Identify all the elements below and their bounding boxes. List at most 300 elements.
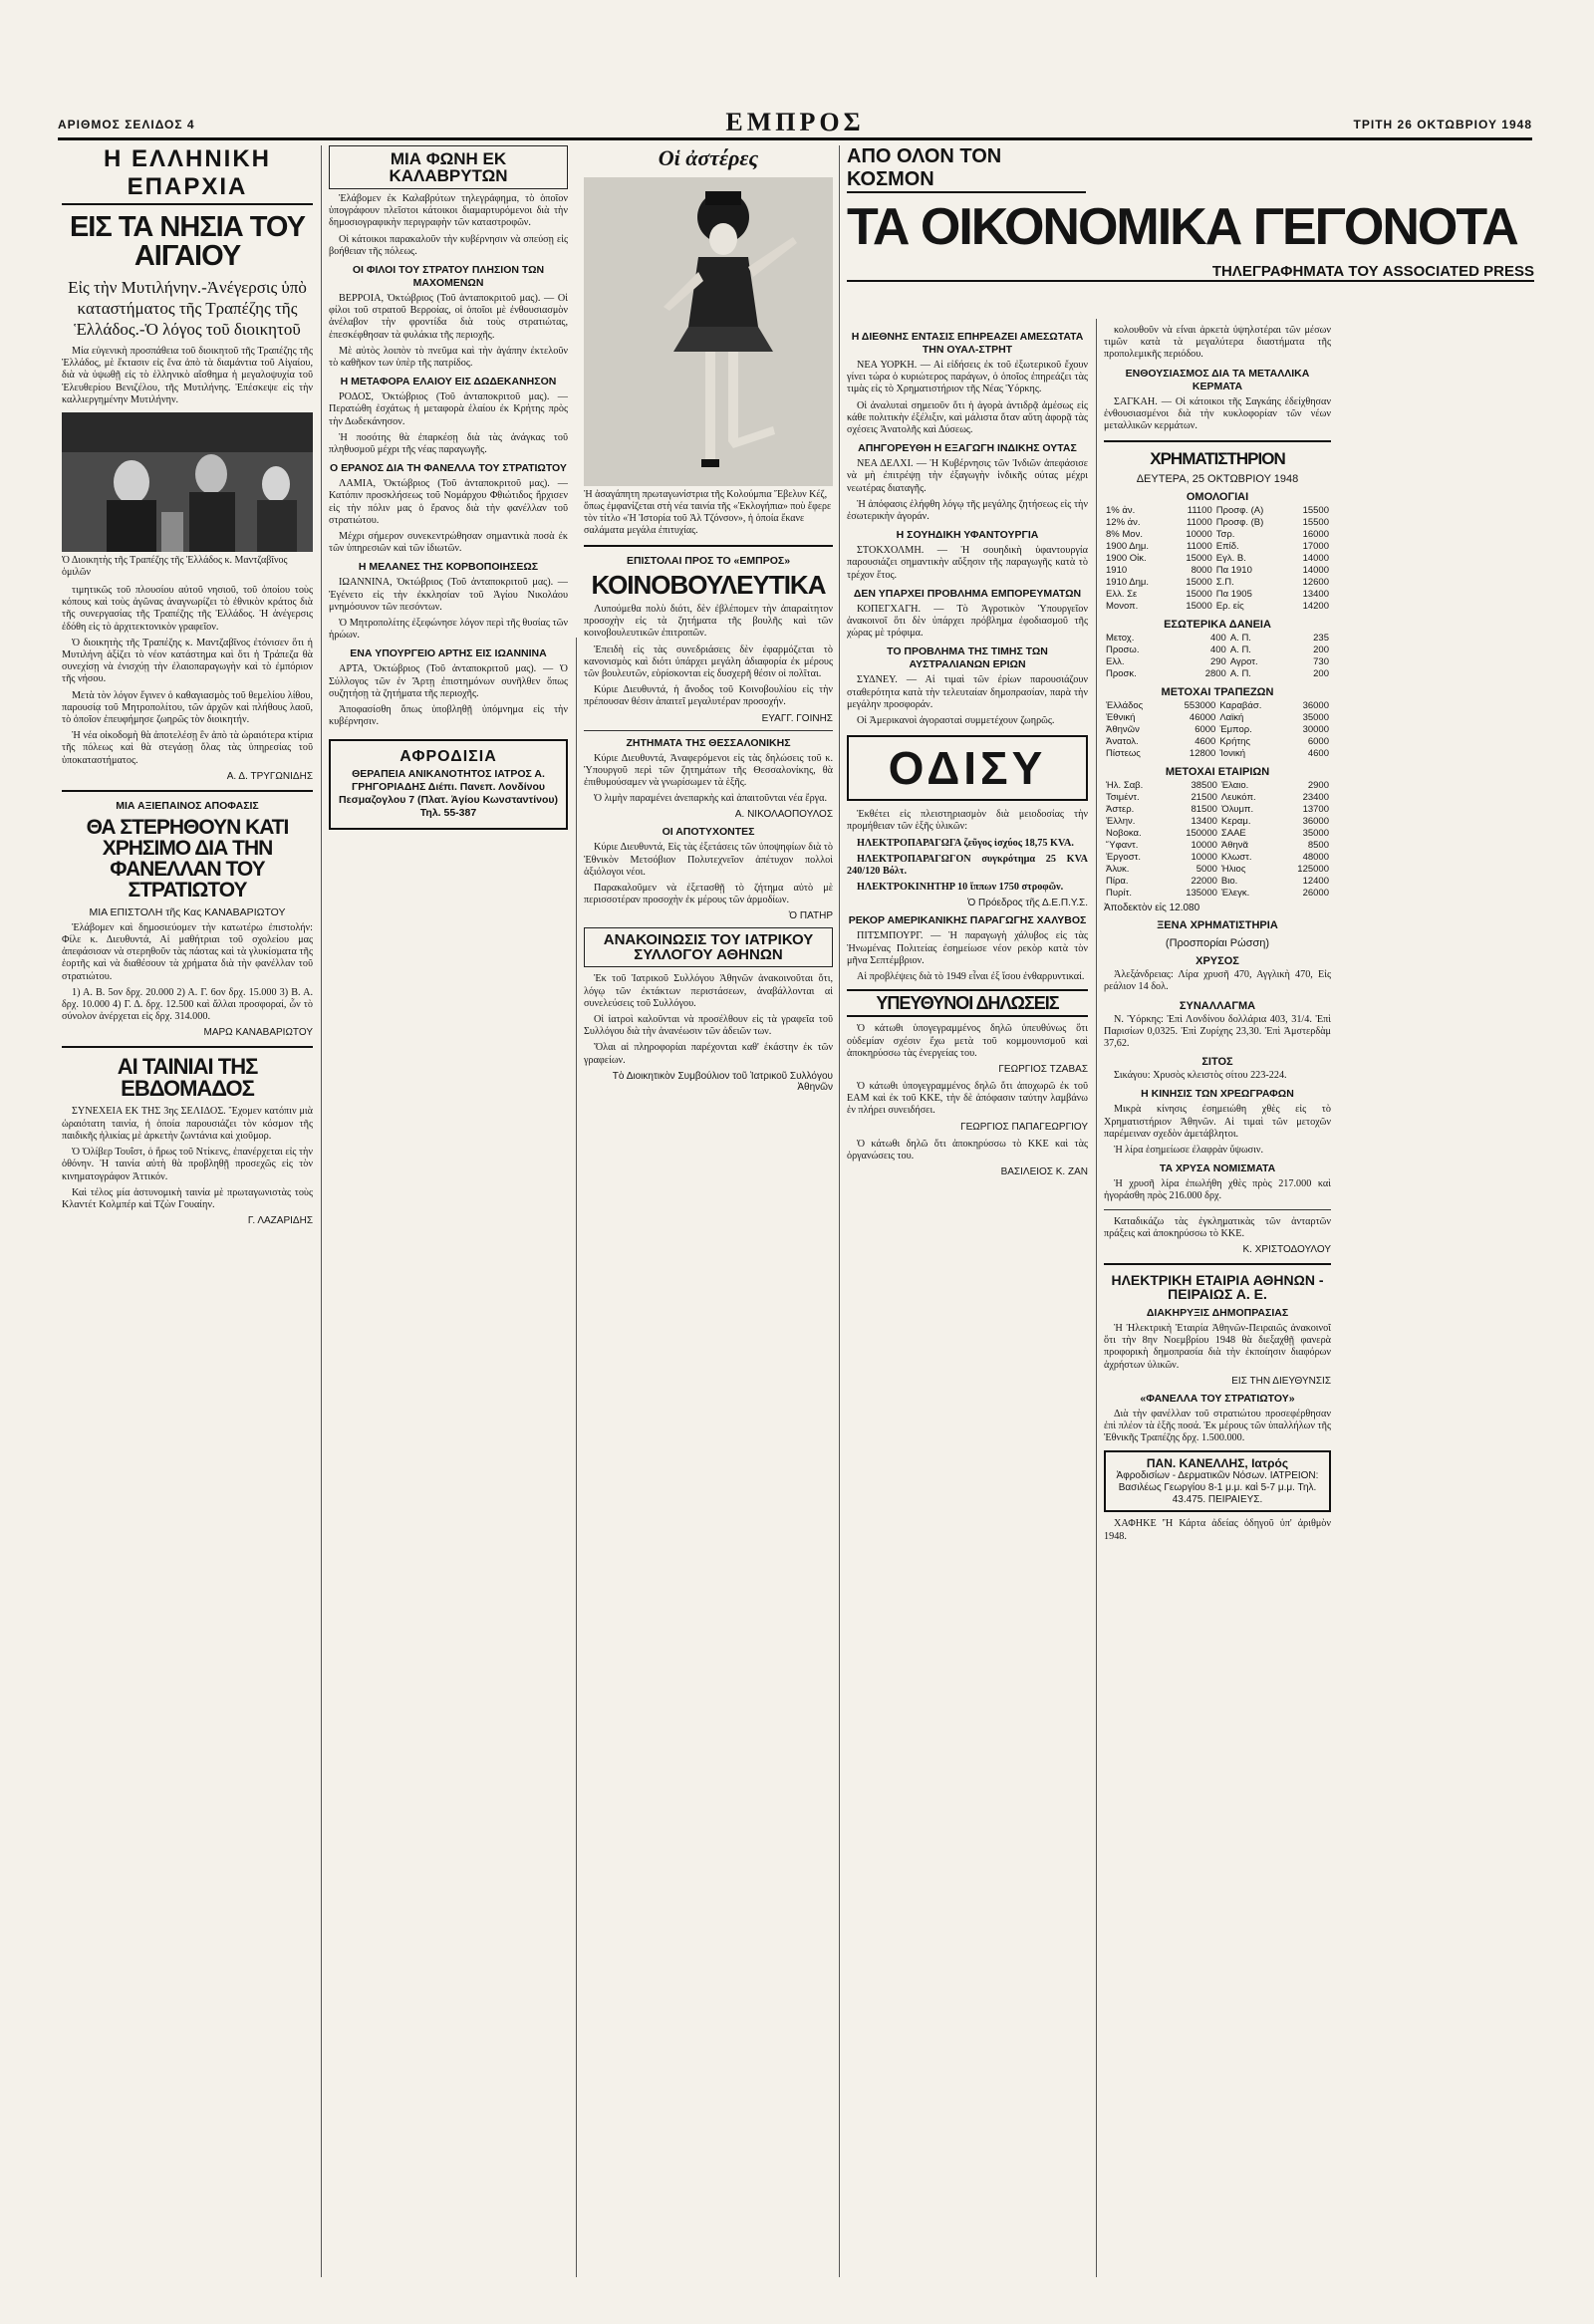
paragraph: Οἱ ἰατροὶ καλοῦνται νὰ προσέλθουν εἰς τὰ γραφεῖα τοῦ Συλλόγου διὰ τὴν ἀνανέωσιν τῶν ἀδειῶν των. — [584, 1014, 833, 1038]
section-title: Η ΕΛΛΗΝΙΚΗ ΕΠΑΡΧΙΑ — [62, 145, 313, 205]
table-title: ΞΕΝΑ ΧΡΗΜΑΤΙΣΤΗΡΙΑ — [1157, 919, 1278, 932]
table-cell: Πυρίτ. — [1106, 888, 1132, 900]
table-cell: 4600 — [1307, 748, 1329, 760]
subheadline: ΟΙ ΑΠΟΤΥΧΟΝΤΕΣ — [662, 826, 755, 839]
table-cell: 135000 — [1186, 888, 1217, 900]
paragraph: ΡΟΔΟΣ, Ὀκτώβριος (Τοῦ ἀνταποκριτοῦ μας). — Περατώθη ἐσχάτως ἡ μεταφορὰ ἐλαίου ἐκ Κρήτης πρὸς τὴν Δωδεκάνησον. — [329, 391, 568, 427]
paragraph: Αἱ προβλέψεις διὰ τὸ 1949 εἶναι ἐξ ἴσου ἐνθαρρυντικαί. — [857, 971, 1085, 983]
headline: ΗΛΕΚΤΡΙΚΗ ΕΤΑΙΡΙΑ ΑΘΗΝΩΝ - ΠΕΙΡΑΙΩΣ Α. Ε. — [1111, 1272, 1324, 1303]
bonds-table — [1104, 505, 1331, 613]
table-cell: 17000 — [1302, 541, 1329, 553]
paragraph: Κύριε Διευθυντά, ἡ ἄνοδος τοῦ Κοινοβουλίου εἰς τὴν πρέπουσαν θέσιν ἀπαιτεῖ μεγαλυτέραν προσοχήν. — [584, 684, 833, 708]
column-1 — [62, 145, 313, 2277]
table-cell: 10000 — [1191, 840, 1217, 852]
table-cell: Προσκ. — [1106, 668, 1137, 680]
table-cell: 15500 — [1302, 505, 1329, 517]
table-cell: Ἐθνική — [1106, 712, 1136, 724]
subheadline: Εἰς τὴν Μυτιλήνην.-Ἀνέγερσις ὑπὸ καταστήματος τῆς Τραπέζης τῆς Ἑλλάδος.-Ὁ λόγος τοῦ διοικητοῦ — [68, 278, 307, 339]
article-lead: Μία εὐγενικὴ προσπάθεια τοῦ διοικητοῦ τῆς Τραπέζης τῆς Ἑλλάδος, μὲ ἔκτασιν εἰς ἕνα ἀπὸ τὰ διαμάντια τοῦ Αἰγαίου, διὰ νὰ ὑψωθῇ εἰς τὸ ἑλληνικὸ αἴσθημα ἡ μεγαλοψυχία τοῦ Ἐλευθερίου Βενιζέλου, τῆς Μυτιλήνης. Ἐπέσκεψε εἰς τὴν καλλιεργημένην Μυτιλήνην. — [62, 346, 313, 405]
paragraph: ΛΑΜΙΑ, Ὀκτώβριος (Τοῦ ἀνταποκριτοῦ μας). — Κατόπιν προσκλήσεως τοῦ Νομάρχου Φθιώτιδος ἤρχισεν εἰς τὴν πόλιν μας ὁ ἔρανος διὰ τὴν φανέλλαν τοῦ στρατιώτου. — [329, 478, 568, 526]
table-cell: 15000 — [1186, 577, 1212, 589]
paragraph: Ἡ ποσότης θὰ ἐπαρκέσῃ διὰ τὰς ἀνάγκας τοῦ πληθυσμοῦ μέχρι τῆς νέας παραγωγῆς. — [329, 431, 568, 456]
author-signature: Τὸ Διοικητικὸν Συμβούλιον τοῦ Ἰατρικοῦ Συλλόγου Ἀθηνῶν — [612, 1070, 833, 1093]
table-cell: Α. Π. — [1229, 633, 1251, 645]
table-cell: Ἠλ. Σαβ. — [1106, 780, 1144, 792]
table-cell: Ἀστερ. — [1106, 804, 1135, 816]
table-cell: Ἀνατολ. — [1106, 736, 1139, 748]
table-cell: 730 — [1313, 656, 1329, 668]
table-cell: 8500 — [1307, 840, 1329, 852]
table-cell: Λευκόπ. — [1220, 792, 1256, 804]
table-row — [1104, 565, 1331, 577]
paragraph: Ἡ ἀπόφασις ἐλήφθη λόγῳ τῆς μεγάλης ζητήσεως εἰς τὴν ἐσωτερικὴν ἀγοράν. — [847, 498, 1088, 523]
paragraph: ΣΑΓΚΑΗ. — Οἱ κάτοικοι τῆς Σαγκάης ἐδείχθησαν ἐνθουσιασμένοι διὰ τὴν κυκλοφορίαν τῶν νέων μεταλλικῶν κερμάτων. — [1104, 395, 1331, 432]
table-cell: 6000 — [1195, 724, 1216, 736]
table-cell: Λαϊκή — [1219, 712, 1244, 724]
table-cell: Ἀλυκ. — [1106, 864, 1130, 876]
section-label: ΕΠΙΣΤΟΛΑΙ ΠΡΟΣ ΤΟ «ΕΜΠΡΟΣ» — [626, 555, 791, 567]
table-cell: 48000 — [1302, 852, 1329, 864]
table-cell: 12% ἀν. — [1106, 517, 1141, 529]
paragraph: Μέχρι σήμερον συνεκεντρώθησαν σημαντικὰ ποσὰ ἐκ τῶν ὑπηρεσιῶν καὶ τῶν ἰδιωτῶν. — [329, 531, 568, 555]
table-cell: 1% ἀν. — [1106, 505, 1136, 517]
column-4 — [847, 325, 1088, 2277]
table-cell: 11000 — [1187, 541, 1212, 553]
table-cell: 38500 — [1191, 780, 1217, 792]
table-row — [1104, 792, 1331, 804]
table-row — [1104, 517, 1331, 529]
subheadline: ΕΝΘΟΥΣΙΑΣΜΟΣ ΔΙΑ ΤΑ ΜΕΤΑΛΛΙΚΑ ΚΕΡΜΑΤΑ — [1125, 367, 1310, 392]
table-cell: 21500 — [1191, 792, 1217, 804]
table-cell: 125000 — [1297, 864, 1329, 876]
table-cell: Εγλ. Β. — [1215, 553, 1246, 565]
byline: ΜΙΑ ΕΠΙΣΤΟΛΗ τῆς Κας ΚΑΝΑΒΑΡΙΩΤΟΥ — [89, 905, 286, 918]
section-title: ΑΠΟ ΟΛΟΝ ΤΟΝ ΚΟΣΜΟΝ — [847, 145, 1086, 193]
table-title: ΣΙΤΟΣ — [1201, 1056, 1233, 1069]
paragraph: Ἐλάβομεν καὶ δημοσιεύομεν τὴν κατωτέρω ἐπιστολήν: Φίλε κ. Διευθυντά, Αἱ μαθήτριαι τοῦ σχολείου μας ἀπεφάσισαν νὰ στερηθοῦν τὰς πάστας καὶ τὰ γλυκίσματα τῆς ἑορτῆς καὶ νὰ διαθέσουν τὰ χρήματα διὰ τὴν φανέλλαν τοῦ στρατιώτου. — [62, 921, 313, 982]
subheadline: ΔΙΑΚΗΡΥΞΙΣ ΔΗΜΟΠΡΑΣΙΑΣ — [1146, 1307, 1289, 1320]
table-cell: Κεραμ. — [1220, 816, 1251, 828]
subheadline: ΤΟ ΠΡΟΒΛΗΜΑ ΤΗΣ ΤΙΜΗΣ ΤΩΝ ΑΥΣΤΡΑΛΙΑΝΩΝ ΕΡΙΩΝ — [887, 646, 1048, 671]
column-2 — [329, 145, 568, 2277]
subheadline: Ο ΕΡΑΝΟΣ ΔΙΑ ΤΗ ΦΑΝΕΛΛΑ ΤΟΥ ΣΤΡΑΤΙΩΤΟΥ — [330, 462, 567, 475]
ad-text: ΘΕΡΑΠΕΙΑ ΑΝΙΚΑΝΟΤΗΤΟΣ ΙΑΤΡΟΣ Α. ΓΡΗΓΟΡΙΑΔΗΣ Διέπι. Πανεπ. Λονδίνου Πεσμαζογλου 7 (Πλατ. Ἁγίου Κωνσταντίνου) Τηλ. 55-387 — [339, 767, 558, 819]
photo-dancer — [584, 177, 833, 486]
author-signature: ΕΥΑΓΓ. ΓΟΙΝΗΣ — [761, 712, 833, 724]
table-cell: 13700 — [1302, 804, 1329, 816]
ad-title: ΟΔΙΣΥ — [888, 742, 1047, 795]
subheadline: ΖΗΤΗΜΑΤΑ ΤΗΣ ΘΕΣΣΑΛΟΝΙΚΗΣ — [626, 736, 791, 749]
author-signature: ΓΕΩΡΓΙΟΣ ΠΑΠΑΓΕΩΡΓΙΟΥ — [960, 1121, 1088, 1133]
headline: ΤΑ ΟΙΚΟΝΟΜΙΚΑ ΓΕΓΟΝΟΤΑ — [847, 198, 1517, 256]
divider — [62, 790, 313, 792]
table-cell: 13400 — [1302, 589, 1329, 601]
table-cell: Σ.Π. — [1215, 577, 1234, 589]
table-title: ΣΥΝΑΛΛΑΓΜΑ — [1179, 999, 1256, 1012]
market-title: ΧΡΗΜΑΤΙΣΤΗΡΙΟΝ — [1150, 449, 1285, 469]
headline: ΚΟΙΝΟΒΟΥΛΕΥΤΙΚΑ — [591, 570, 826, 600]
photo-caption: Ἡ ἀσαγάπητη πρωταγωνίστρια τῆς Κολούμπια Ἔβελυν Κέζ, ὅπως ἐμφανίζεται στὴ νέα ταινία τῆς «Ἐκλογήπια» ποὺ ἔφερε τὸν τίτλο «Ἡ Ἱστορία τοῦ Ἀλ Τζόνσον», ἡ ὁποία ἔκανε σαλάματα μεγάλα ἐπιτυχίας. — [584, 489, 832, 536]
column-rule — [576, 638, 577, 2277]
paragraph: ΣΤΟΚΧΟΛΜΗ. — Ἡ σουηδικὴ ὑφαντουργία παρουσιάζει σημαντικὴν αὔξησιν τῆς παραγωγῆς κατὰ τὸ τρέχον ἔτος. — [847, 545, 1088, 581]
table-row — [1104, 645, 1331, 656]
table-row — [1104, 505, 1331, 517]
table-title: ΜΕΤΟΧΑΙ ΤΡΑΠΕΖΩΝ — [1161, 686, 1274, 699]
author-signature: Α. Δ. ΤΡΥΓΩΝΙΔΗΣ — [226, 770, 313, 782]
table-row — [1104, 541, 1331, 553]
table-cell: 15500 — [1302, 517, 1329, 529]
table-cell: 16000 — [1302, 529, 1329, 541]
subheadline: ΕΝΑ ΥΠΟΥΡΓΕΙΟ ΑΡΤΗΣ ΕΙΣ ΙΩΑΝΝΙΝΑ — [350, 647, 547, 660]
paragraph: ΒΕΡΡΟΙΑ, Ὀκτώβριος (Τοῦ ἀνταποκριτοῦ μας). — Οἱ φίλοι τοῦ στρατοῦ Βερροίας, οἱ ὁποῖοι μὲ ἐνθουσιασμὸν ἀνέλαβον τὴν φροντίδα διὰ τοὺς στρατιώτας, ἐπεσκέφθησαν τὰ φυλάκια τῆς περιοχῆς. — [329, 293, 568, 341]
subheadline: Η ΜΕΛΑΝΕΣ ΤΗΣ ΚΟΡΒΟΠΟΙΗΣΕΩΣ — [358, 561, 539, 574]
table-cell: 400 — [1209, 645, 1226, 656]
ad-title: ΑΦΡΟΔΙΣΙΑ — [399, 747, 497, 765]
paragraph: Ἀλεξάνδρειας: Λίρα χρυσῆ 470, Αγγλικὴ 470, Εἰς ρεάλιον 14 δολ. — [1104, 969, 1331, 993]
table-cell: 1910 Δημ. — [1106, 577, 1149, 589]
column-rule — [1096, 319, 1097, 2277]
table-row — [1104, 780, 1331, 792]
table-cell: 150000 — [1186, 828, 1217, 840]
table-cell: 36000 — [1302, 816, 1329, 828]
section-title: Οἱ ἀστέρες — [658, 145, 759, 170]
paragraph: Ὁ διοικητὴς τῆς Τραπέζης κ. Μαντζαβῖνος ἐτόνισεν ὅτι ἡ Μυτιλήνη ἀξίζει τὸ νέον κατάστημα καὶ ὅτι ἡ Τράπεζα θὰ συνεχίσῃ νὰ ἐνισχύῃ τὴν ἐλαιοπαραγωγὴν καὶ τὸ ἐμπόριον τῆς νήσου. — [62, 637, 313, 685]
table-cell: 35000 — [1302, 828, 1329, 840]
paragraph: Ἐπειδὴ εἰς τὰς συνεδριάσεις δὲν ἐφαρμόζεται τὸ κανονισμὸς καὶ διότι ὑπάρχει μεγάλη ἀδιαφορία ἐκ μέρους τῶν βουλευτῶν, εὑρίσκονται εἰς δυσχερῆ θέσιν οἱ πολῖται. — [584, 644, 833, 680]
subheadline: ΟΙ ΦΙΛΟΙ ΤΟΥ ΣΤΡΑΤΟΥ ΠΛΗΣΙΟΝ ΤΩΝ ΜΑΧΟΜΕΝΩΝ — [352, 264, 545, 290]
paragraph: ΝΕΑ ΥΟΡΚΗ. — Αἱ εἰδήσεις ἐκ τοῦ ἐξωτερικοῦ ἔχουν γίνει τώρα ὁ κυριώτερος παράγων, ὁ ὁποῖος ἐπηρεάζει τὰς τιμὰς εἰς τὸ Χρηματιστήριον τῆς Νέας Ὑόρκης. — [847, 360, 1088, 395]
author-signature: ΓΕΩΡΓΙΟΣ ΤΖΑΒΑΣ — [998, 1063, 1088, 1075]
table-cell: Επίδ. — [1215, 541, 1239, 553]
author-signature: ΒΑΣΙΛΕΙΟΣ Κ. ΖΑΝ — [1000, 1165, 1088, 1177]
table-cell: 14200 — [1302, 601, 1329, 613]
photo-bank-ceremony — [62, 412, 313, 552]
subheadline: Η ΚΙΝΗΣΙΣ ΤΩΝ ΧΡΕΩΓΡΑΦΩΝ — [1141, 1088, 1294, 1101]
table-cell: Ὕφαντ. — [1106, 840, 1139, 852]
paragraph: Ἐλάβομεν ἐκ Καλαβρύτων τηλεγράφημα, τὸ ὁποῖον ὑπογράφουν πλεῖστοι κάτοικοι διαμαρτυρόμενοι διὰ τὴν δημοσιογραφικὴν περιγραφὴν τῶν καταστροφῶν. — [329, 193, 568, 229]
table-cell: 15000 — [1186, 589, 1212, 601]
table-cell: 14000 — [1302, 565, 1329, 577]
table-row — [1104, 553, 1331, 565]
paragraph: Μικρὰ κίνησις ἐσημειώθη χθὲς εἰς τὸ Χρηματιστήριον Ἀθηνῶν. Αἱ τιμαὶ τῶν μετοχῶν παρέμειναν σχεδὸν ἀμετάβλητοι. — [1104, 1104, 1331, 1140]
table-cell: 1910 — [1106, 565, 1128, 577]
author-signature: Κ. ΧΡΙΣΤΟΔΟΥΛΟΥ — [1242, 1244, 1331, 1256]
news-photo — [584, 177, 833, 486]
table-title: ΜΕΤΟΧΑΙ ΕΤΑΙΡΙΩΝ — [1165, 766, 1270, 779]
author-signature: Γ. ΛΑΖΑΡΙΔΗΣ — [247, 1215, 313, 1227]
paragraph: 1) Α. Β. 5ον δρχ. 20.000 2) Α. Γ. 6ον δρχ. 15.000 3) Β. Α. δρχ. 10.000 4) Γ. Δ. δρχ. 12.500 καὶ ἄλλαι προσφοραί, ὧν τὸ σύνολον ἀνέρχεται εἰς δρχ. 314.000. — [62, 986, 313, 1023]
table-cell: Ὀλυμπ. — [1220, 804, 1254, 816]
divider — [62, 1046, 313, 1048]
paragraph: Ὅλαι αἱ πληροφορίαι παρέχονται καθ' ἑκάστην ἐκ τῶν γραφείων. — [584, 1042, 833, 1066]
paragraph: Ἡ χρυσῆ λίρα ἐπωλήθη χθὲς πρὸς 217.000 καὶ ἠγοράσθη πρὸς 216.000 δρχ. — [1104, 1178, 1331, 1202]
news-photo — [62, 412, 313, 552]
paragraph: ΚΟΠΕΓΧΑΓΗ. — Τὸ Ἀγροτικὸν Ὑπουργεῖον ἀνακοινοῖ ὅτι δὲν ὑπάρχει πρόβλημα ἐφοδιασμοῦ τῆς χώρας μὲ τρόφιμα. — [847, 603, 1088, 640]
table-title: ΟΜΟΛΟΓΙΑΙ — [1186, 491, 1249, 504]
table-row — [1104, 601, 1331, 613]
page-number: ΑΡΙΘΜΟΣ ΣΕΛΙΔΟΣ 4 — [58, 118, 195, 131]
headline: ΘΑ ΣΤΕΡΗΘΟΥΝ ΚΑΤΙ ΧΡΗΣΙΜΟ ΔΙΑ ΤΗΝ ΦΑΝΕΛΛΑΝ ΤΟΥ ΣΤΡΑΤΙΩΤΟΥ — [86, 815, 289, 902]
paragraph: Διὰ τὴν φανέλλαν τοῦ στρατιώτου προσεφέρθησαν ἐπὶ πλέον τὰ ἑξῆς ποσά. Ἐκ μέρους τῶν ὑπαλλήλων τῆς Ἐθνικῆς Τραπέζης δρχ. 1.500.000. — [1104, 1408, 1331, 1444]
section-label: ΜΙΑ ΑΞΙΕΠΑΙΝΟΣ ΑΠΟΦΑΣΙΣ — [116, 799, 259, 812]
paragraph: ΣΥΔΝΕΥ. — Αἱ τιμαὶ τῶν ἐρίων παρουσιάζουν σταθερότητα κατὰ τὴν τελευταίαν δημοπρασίαν, παρὰ τὴν μεγάλην προσφοράν. — [847, 674, 1088, 710]
paragraph: ΗΛΕΚΤΡΟΚΙΝΗΤΗΡ 10 ἵππων 1750 στροφῶν. — [857, 882, 1064, 894]
column-3 — [584, 145, 833, 2277]
table-cell: Ἐργοστ. — [1106, 852, 1141, 864]
paragraph: ΗΛΕΚΤΡΟΠΑΡΑΓΩΓΟΝ συγκρότημα 25 ΚVA 240/120 Βόλτ. — [847, 853, 1088, 878]
market-date: ΔΕΥΤΕΡΑ, 25 ΟΚΤΩΒΡΙΟΥ 1948 — [1136, 473, 1299, 486]
table-cell: Ἐλεγκ. — [1220, 888, 1250, 900]
table-cell: 553000 — [1184, 700, 1216, 712]
subheadline: Η ΔΙΕΘΝΗΣ ΕΝΤΑΣΙΣ ΕΠΗΡΕΑΖΕΙ ΑΜΕΣΩΤΑΤΑ ΤΗΝ ΟΥΑΛ-ΣΤΡΗΤ — [851, 331, 1084, 356]
table-row — [1104, 712, 1331, 724]
author-signature: ΕΙΣ ΤΗΝ ΔΙΕΥΘΥΝΣΙΣ — [1231, 1375, 1331, 1387]
table-row — [1104, 633, 1331, 645]
table-cell: 1900 Δημ. — [1106, 541, 1149, 553]
table-cell: Πα 1910 — [1215, 565, 1252, 577]
paragraph: ΗΛΕΚΤΡΟΠΑΡΑΓΩΓΑ ζεῦγος ἰσχύος 18,75 ΚVA. — [857, 837, 1074, 849]
table-cell: Ἐμπορ. — [1219, 724, 1252, 736]
table-cell: Ἰονική — [1219, 748, 1246, 760]
paragraph: τιμητικῶς τοῦ πλουσίου αὐτοῦ νησιοῦ, τοῦ ὁποίου τοὺς κόπους καὶ τοὺς ἀγῶνας ἀναγνωρίζει τὸ ἐθνικὸν κράτος διὰ τῆς συνεργασίας τῆς Τραπέζης τῆς Ἑλλάδος. Ἡ ἀνέγερσις ἐδόθη εἰς τὸ ἀρχιτεκτονικὸν γραφεῖον. — [62, 585, 313, 633]
table-cell: 12600 — [1302, 577, 1329, 589]
table-cell: 2800 — [1204, 668, 1226, 680]
table-row — [1104, 668, 1331, 680]
headline-box — [584, 927, 833, 967]
table-row — [1104, 724, 1331, 736]
table-cell: Προσω. — [1106, 645, 1140, 656]
paragraph: Ὁ κάτωθι ὑπογεγραμμένος δηλῶ ὑπευθύνως ὅτι οὐδεμίαν σχέσιν ἔχω μετὰ τοῦ κομμουνισμοῦ καὶ ἀποκηρύσσω τὰς ἐνεργείας του. — [847, 1023, 1088, 1059]
table-cell: 35000 — [1302, 712, 1329, 724]
table-cell: Βιο. — [1220, 876, 1238, 888]
divider — [584, 730, 833, 731]
paragraph: Σικάγου: Χρυσὸς κλειστὸς σίτου 223-224. — [1114, 1070, 1287, 1082]
table-cell: Ελλ. — [1106, 656, 1125, 668]
table-cell: Πα 1905 — [1215, 589, 1252, 601]
table-cell: ΣΑΑΕ — [1220, 828, 1246, 840]
economic-header — [847, 145, 1534, 321]
paragraph: Καὶ τέλος μία ἀστυνομικὴ ταινία μὲ πρωταγωνιστὰς τοὺς Κλαντέτ Κολμπέρ καὶ Τζὼν Γουαίην. — [62, 1186, 313, 1210]
table-cell: Πίρα. — [1106, 876, 1129, 888]
table-cell: 4600 — [1195, 736, 1216, 748]
table-cell: Ἐλαιο. — [1220, 780, 1249, 792]
paragraph: ΝΕΑ ΔΕΛΧΙ. — Ἡ Κυβέρνησις τῶν Ἰνδιῶν ἀπεφάσισε νὰ μὴ ἐπιτρέψῃ τὴν ἐξαγωγὴν ἱνδικῆς ούτας μέχρι νεωτέρας διαταγῆς. — [847, 458, 1088, 494]
paragraph: Ὁ κάτωθι ὑπογεγραμμένος δηλῶ ὅτι ἀποχωρῶ ἐκ τοῦ ΕΑΜ καὶ ἐκ τοῦ ΚΚΕ, τὴν δὲ ἀπόφασιν ταύτην λαμβάνω ἐν πλήρει συνειδήσει. — [847, 1080, 1088, 1117]
table-cell: Καραβάσ. — [1219, 700, 1262, 712]
table-total: Ἀποδεκτὸν εἰς 12.080 — [1104, 903, 1200, 914]
paragraph: Ὁ λιμὴν παραμένει ἀνεπαρκὴς καὶ ἀπαιτοῦνται νέα ἔργα. — [594, 793, 828, 805]
paragraph: Παρακαλοῦμεν νὰ ἐξετασθῇ τὸ ζήτημα αὐτὸ μὲ περισσοτέραν προσοχὴν ἐκ μέρους τῶν ἁρμοδίων. — [584, 883, 833, 906]
table-row — [1104, 864, 1331, 876]
table-cell: 15000 — [1186, 553, 1212, 565]
ad-text: Ἀφροδισίων - Δερματικῶν Νόσων. ΙΑΤΡΕΙΟΝ: Βασιλέως Γεωργίου 8-1 μ.μ. καὶ 5-7 μ.μ. Τηλ. 43.475. ΠΕΙΡΑΙΕΥΣ. — [1116, 1470, 1319, 1506]
table-row — [1104, 577, 1331, 589]
paragraph: ΠΙΤΣΜΠΟΥΡΓ. — Ἡ παραγωγὴ χάλυβος εἰς τὰς Ἡνωμένας Πολιτείας ἐσημείωσε νέον ρεκὸρ κατὰ τὸν μῆνα Σεπτέμβριον. — [847, 930, 1088, 966]
table-cell: Πίστεως — [1106, 748, 1141, 760]
table-cell: Κρήτης — [1219, 736, 1250, 748]
paragraph: Μὲ αὐτὸς λοιπὸν τὸ πνεῦμα καὶ τὴν ἀγάπην ἐκτελοῦν τὸ καθῆκον των ὑπὲρ τῆς πατρίδος. — [329, 345, 568, 370]
paragraph: Καταδικάζω τὰς ἐγκληματικὰς τῶν ἀνταρτῶν πράξεις καὶ ἀποκηρύσσω τὸ ΚΚΕ. — [1104, 1215, 1331, 1239]
paragraph: Οἱ Ἀμερικανοὶ ἀγορασταὶ συμμετέχουν ζωηρῶς. — [857, 715, 1055, 727]
column-5 — [1104, 325, 1331, 2277]
table-cell: 10000 — [1191, 852, 1217, 864]
table-cell: Αγροτ. — [1229, 656, 1258, 668]
table-cell: Προσφ. (Α) — [1215, 505, 1264, 517]
paragraph: Ἐκ τοῦ Ἰατρικοῦ Συλλόγου Ἀθηνῶν ἀνακοινοῦται ὅτι, λόγῳ τῶν ἐκτάκτων περιστάσεων, ἀναβάλλονται αἱ συνελεύσεις τοῦ Συλλόγου. — [584, 973, 833, 1009]
table-cell: 400 — [1209, 633, 1226, 645]
masthead-rule — [58, 137, 1532, 140]
paragraph: κολουθοῦν νὰ εἶναι ἀρκετὰ ὑψηλοτέραι τῶν μέσων τιμῶν κατὰ τὰ μεγαλύτερα διαστήματα τῆς προπολεμικῆς περιόδου. — [1104, 325, 1331, 361]
wire-source: ΤΗΛΕΓΡΑΦΗΜΑΤΑ ΤΟΥ ASSOCIATED PRESS — [847, 263, 1534, 282]
table-cell: 23400 — [1302, 792, 1329, 804]
table-cell: 11000 — [1187, 517, 1212, 529]
table-cell: 290 — [1209, 656, 1226, 668]
table-cell: Ελλ. Σε — [1106, 589, 1138, 601]
table-row — [1104, 589, 1331, 601]
table-cell: 46000 — [1189, 712, 1216, 724]
table-cell: Α. Π. — [1229, 668, 1251, 680]
photo-caption: Ὁ Διοικητὴς τῆς Τραπέζης τῆς Ἑλλάδος κ. Μαντζαβῖνος ὁμιλῶν — [62, 555, 288, 579]
column-rule — [839, 145, 840, 2277]
table-row — [1104, 816, 1331, 828]
table-row — [1104, 840, 1331, 852]
table-cell: 12800 — [1189, 748, 1216, 760]
headline: ΑΙ ΤΑΙΝΙΑΙ ΤΗΣ ΕΒΔΟΜΑΔΟΣ — [117, 1054, 258, 1102]
table-cell: 8% Μον. — [1106, 529, 1143, 541]
table-cell: 22000 — [1191, 876, 1217, 888]
table-cell: 15000 — [1186, 601, 1212, 613]
medical-advertisement — [329, 739, 568, 830]
subheadline: ΤΑ ΧΡΥΣΑ ΝΟΜΙΣΜΑΤΑ — [1159, 1162, 1276, 1175]
table-row — [1104, 888, 1331, 900]
paragraph: Οἱ ἀναλυταὶ σημειοῦν ὅτι ἡ ἀγορὰ ἀντιδρᾷ ἀμέσως εἰς κάθε πολιτικὴν ἐξέλιξιν, καὶ μάλιστα ὅταν αὕτη ἀφορᾷ τὰς σχέσεις Ἀνατολῆς καὶ Δύσεως. — [847, 399, 1088, 436]
paragraph: Ν. Ὑόρκης: Ἐπὶ Λονδίνου δολλάρια 403, 31/4. Ἐπὶ Παρισίων 0,0325. Ἐπὶ Ζυρίχης 23,30. Ἐπὶ Ἀμστερδὰμ 37,62. — [1104, 1013, 1331, 1050]
masthead — [58, 108, 1532, 135]
paragraph: Μετὰ τὸν λόγον ἔγινεν ὁ καθαγιασμὸς τοῦ θεμελίου λίθου, παρουσίᾳ τοῦ Μητροπολίτου, τῶν ἀρχῶν καὶ πλήθους λαοῦ, τὸ ὁποῖον ἐπευφήμησε ζωηρῶς τὸν διοικητήν. — [62, 689, 313, 726]
table-cell: 5000 — [1196, 864, 1217, 876]
table-cell: 10000 — [1186, 529, 1212, 541]
odisy-advertisement — [847, 735, 1088, 801]
table-cell: Ερ. εἰς — [1215, 601, 1244, 613]
headline: ΜΙΑ ΦΩΝΗ ΕΚ ΚΑΛΑΒΡΥΤΩΝ — [389, 149, 508, 185]
paragraph: Ὁ κάτωθι δηλῶ ὅτι ἀποκηρύσσω τὸ ΚΚΕ καὶ τὰς ὀργανώσεις του. — [847, 1138, 1088, 1162]
headline: ΥΠΕΥΘΥΝΟΙ ΔΗΛΩΣΕΙΣ — [847, 989, 1088, 1017]
paragraph: ΣΥΝΕΧΕΙΑ ΕΚ ΤΗΣ 3ης ΣΕΛΙΔΟΣ. Ἔχομεν κατόπιν μιὰ ὡραιότατη ταινία, ἡ ὁποία παρουσιάζει τὸν κόσμον τῆς παιδικῆς ἡλικίας μὲ ἀρκετὴν ζωντάνια καὶ χιοῦμορ. — [62, 1106, 313, 1142]
table-row — [1104, 700, 1331, 712]
table-row — [1104, 529, 1331, 541]
table-cell: 235 — [1313, 633, 1329, 645]
headline-box — [329, 145, 568, 189]
table-cell: 14000 — [1302, 553, 1329, 565]
divider — [1104, 1263, 1331, 1265]
table-cell: 26000 — [1302, 888, 1329, 900]
table-row — [1104, 656, 1331, 668]
paragraph: Οἱ κάτοικοι παρακαλοῦν τὴν κυβέρνησιν νὰ σπεύσῃ εἰς βοήθειαν τῆς πόλεως. — [329, 233, 568, 257]
table-cell: 1900 Οἰκ. — [1106, 553, 1147, 565]
paragraph: Ἐκθέτει εἰς πλειστηριασμὸν διὰ μειοδοσίας τὴν προμήθειαν τῶν ἑξῆς ὑλικῶν: — [847, 809, 1088, 833]
table-subtitle: (Προσπορίαι Ρώσση) — [1165, 937, 1270, 950]
bank-shares-table — [1104, 700, 1331, 760]
subheadline: Η ΜΕΤΑΦΟΡΑ ΕΛΑΙΟΥ ΕΙΣ ΔΩΔΕΚΑΝΗΣΟΝ — [340, 376, 557, 388]
paragraph: ΑΡΤΑ, Ὀκτώβριος (Τοῦ ἀνταποκριτοῦ μας). — Ὁ Σύλλογος τῶν ἐν Ἄρτῃ ἐπιστημόνων συνῆλθεν ὅπως συζητήσῃ τὰ ζητήματα τῆς περιοχῆς. — [329, 663, 568, 699]
table-cell: Τσιμέντ. — [1106, 792, 1140, 804]
subheadline: Η ΣΟΥΗΔΙΚΗ ΥΦΑΝΤΟΥΡΓΙΑ — [896, 529, 1039, 542]
divider — [1104, 440, 1331, 442]
table-row — [1104, 852, 1331, 864]
table-cell: Ἡλιος — [1220, 864, 1246, 876]
divider — [584, 545, 833, 547]
table-row — [1104, 736, 1331, 748]
table-cell: Ἐλλην. — [1106, 816, 1136, 828]
table-cell: Ἀθηνῶν — [1106, 724, 1140, 736]
author-signature: Α. ΝΙΚΟΛΑΟΠΟΥΛΟΣ — [734, 809, 833, 821]
table-cell: Προσφ. (Β) — [1215, 517, 1264, 529]
table-cell: Ἀθηνᾶ — [1220, 840, 1249, 852]
table-cell: 11100 — [1187, 505, 1212, 517]
divider — [1104, 1209, 1331, 1210]
paragraph: Λυπούμεθα πολὺ διότι, δὲν ἐβλέπομεν τὴν ἀπαραίτητον προσοχὴν εἰς τὰ ζητήματα τῆς βουλῆς καὶ τῶν κοινοβουλευτικῶν ἐπιτροπῶν. — [584, 604, 833, 640]
paragraph: Ἡ νέα οἰκοδομὴ θὰ ἀποτελέσῃ ἓν ἀπὸ τὰ ὡραιότερα κτίρια τῆς πόλεως καὶ θὰ στεγάσῃ ὅλας τὰς ὑπηρεσίας τοῦ ὑποκαταστήματος. — [62, 730, 313, 766]
doctor-advertisement — [1104, 1450, 1331, 1512]
subheadline: «ΦΑΝΕΛΛΑ ΤΟΥ ΣΤΡΑΤΙΩΤΟΥ» — [1140, 1392, 1295, 1405]
headline: ΑΝΑΚΟΙΝΩΣΙΣ ΤΟΥ ΙΑΤΡΙΚΟΥ ΣΥΛΛΟΓΟΥ ΑΘΗΝΩΝ — [603, 931, 814, 964]
table-cell: 12400 — [1302, 876, 1329, 888]
paragraph: Κύριε Διευθυντά, Εἰς τὰς ἐξετάσεις τῶν ὑποψηφίων διὰ τὸ Ἐθνικὸν Μετσόβιον Πολυτεχνεῖον ἀπέτυχον πολλοὶ ἀξιόλογοι νέοι. — [584, 842, 833, 878]
table-title: ΕΣΩΤΕΡΙΚΑ ΔΑΝΕΙΑ — [1164, 619, 1271, 632]
newspaper-title: ΕΜΠΡΟΣ — [725, 108, 865, 136]
ad-title: ΠΑΝ. ΚΑΝΕΛΛΗΣ, Ιατρός — [1146, 1456, 1289, 1471]
subheadline: ΑΠΗΓΟΡΕΥΘΗ Η ΕΞΑΓΩΓΗ ΙΝΔΙΚΗΣ ΟΥΤΑΣ — [858, 442, 1077, 455]
paragraph: Κύριε Διευθυντά, Ἀναφερόμενοι εἰς τὰς δηλώσεις τοῦ κ. Ὑπουργοῦ περὶ τῶν ζητημάτων τῆς Θεσσαλονίκης, θὰ ἐπιθυμούσαμεν νὰ γνωρίσωμεν τὰ ἑξῆς. — [584, 752, 833, 789]
paragraph: ΧΑΦΗΚΕ 'Ἡ Κάρτα ἀδείας ὁδηγοῦ ὑπ' ἀριθμὸν 1948. — [1104, 1518, 1331, 1542]
table-cell: Μετοχ. — [1106, 633, 1135, 645]
table-cell: Κλωστ. — [1220, 852, 1252, 864]
headline: ΕΙΣ ΤΑ ΝΗΣΙΑ ΤΟΥ ΑΙΓΑΙΟΥ — [69, 211, 306, 272]
author-signature: ΜΑΡΩ ΚΑΝΑΒΑΡΙΩΤΟΥ — [203, 1027, 313, 1039]
table-row — [1104, 748, 1331, 760]
table-row — [1104, 828, 1331, 840]
author-signature: Ὁ ΠΑΤΗΡ — [788, 910, 833, 922]
table-cell: 2900 — [1307, 780, 1329, 792]
issue-date: ΤΡΙΤΗ 26 ΟΚΤΩΒΡΙΟΥ 1948 — [1353, 118, 1532, 131]
table-row — [1104, 876, 1331, 888]
paragraph: ΙΩΑΝΝΙΝΑ, Ὀκτώβριος (Τοῦ ἀνταποκριτοῦ μας). — Ἐγένετο εἰς τὴν ἐκκλησίαν τοῦ Ἁγίου Νικολάου μνημόσυνον τῶν πεσόντων. — [329, 577, 568, 613]
table-row — [1104, 804, 1331, 816]
table-cell: 36000 — [1302, 700, 1329, 712]
author-signature: Ὁ Πρόεδρος τῆς Δ.Ε.Π.Υ.Σ. — [967, 898, 1088, 909]
table-cell: 6000 — [1307, 736, 1329, 748]
table-cell: 200 — [1313, 668, 1329, 680]
table-cell: 13400 — [1191, 816, 1217, 828]
subheadline: ΡΕΚΟΡ ΑΜΕΡΙΚΑΝΙΚΗΣ ΠΑΡΑΓΩΓΗΣ ΧΑΛΥΒΟΣ — [848, 914, 1087, 927]
table-cell: Α. Π. — [1229, 645, 1251, 656]
company-shares-table — [1104, 780, 1331, 900]
paragraph: Ἡ Ἠλεκτρικὴ Ἑταιρία Ἀθηνῶν-Πειραιῶς ἀνακοινοῖ ὅτι τὴν 8ην Νοεμβρίου 1948 θὰ διεξαχθῇ φανερὰ προφορικὴ δημοπρασία διὰ τὴν ἐκποίησιν διαφόρων ἀχρήστων ὑλικῶν. — [1104, 1323, 1331, 1371]
table-cell: Ἑλλάδος — [1106, 700, 1144, 712]
table-cell: Νοβοκα. — [1106, 828, 1142, 840]
table-cell: Μονοπ. — [1106, 601, 1139, 613]
subheadline: ΔΕΝ ΥΠΑΡΧΕΙ ΠΡΟΒΛΗΜΑ ΕΜΠΟΡΕΥΜΑΤΩΝ — [853, 587, 1082, 600]
column-rule — [321, 145, 322, 2277]
table-cell: 200 — [1313, 645, 1329, 656]
paragraph: Ἀποφασίσθη ὅπως ὑποβληθῇ ὑπόμνημα εἰς τὴν κυβέρνησιν. — [329, 704, 568, 728]
paragraph: Ἡ λίρα ἐσημείωσε ἐλαφρὰν ὕψωσιν. — [1114, 1145, 1264, 1157]
table-cell: Τσρ. — [1215, 529, 1235, 541]
table-cell: 81500 — [1191, 804, 1217, 816]
table-title: ΧΡΥΣΟΣ — [1196, 955, 1239, 968]
table-cell: 8000 — [1191, 565, 1212, 577]
loans-table — [1104, 633, 1331, 680]
